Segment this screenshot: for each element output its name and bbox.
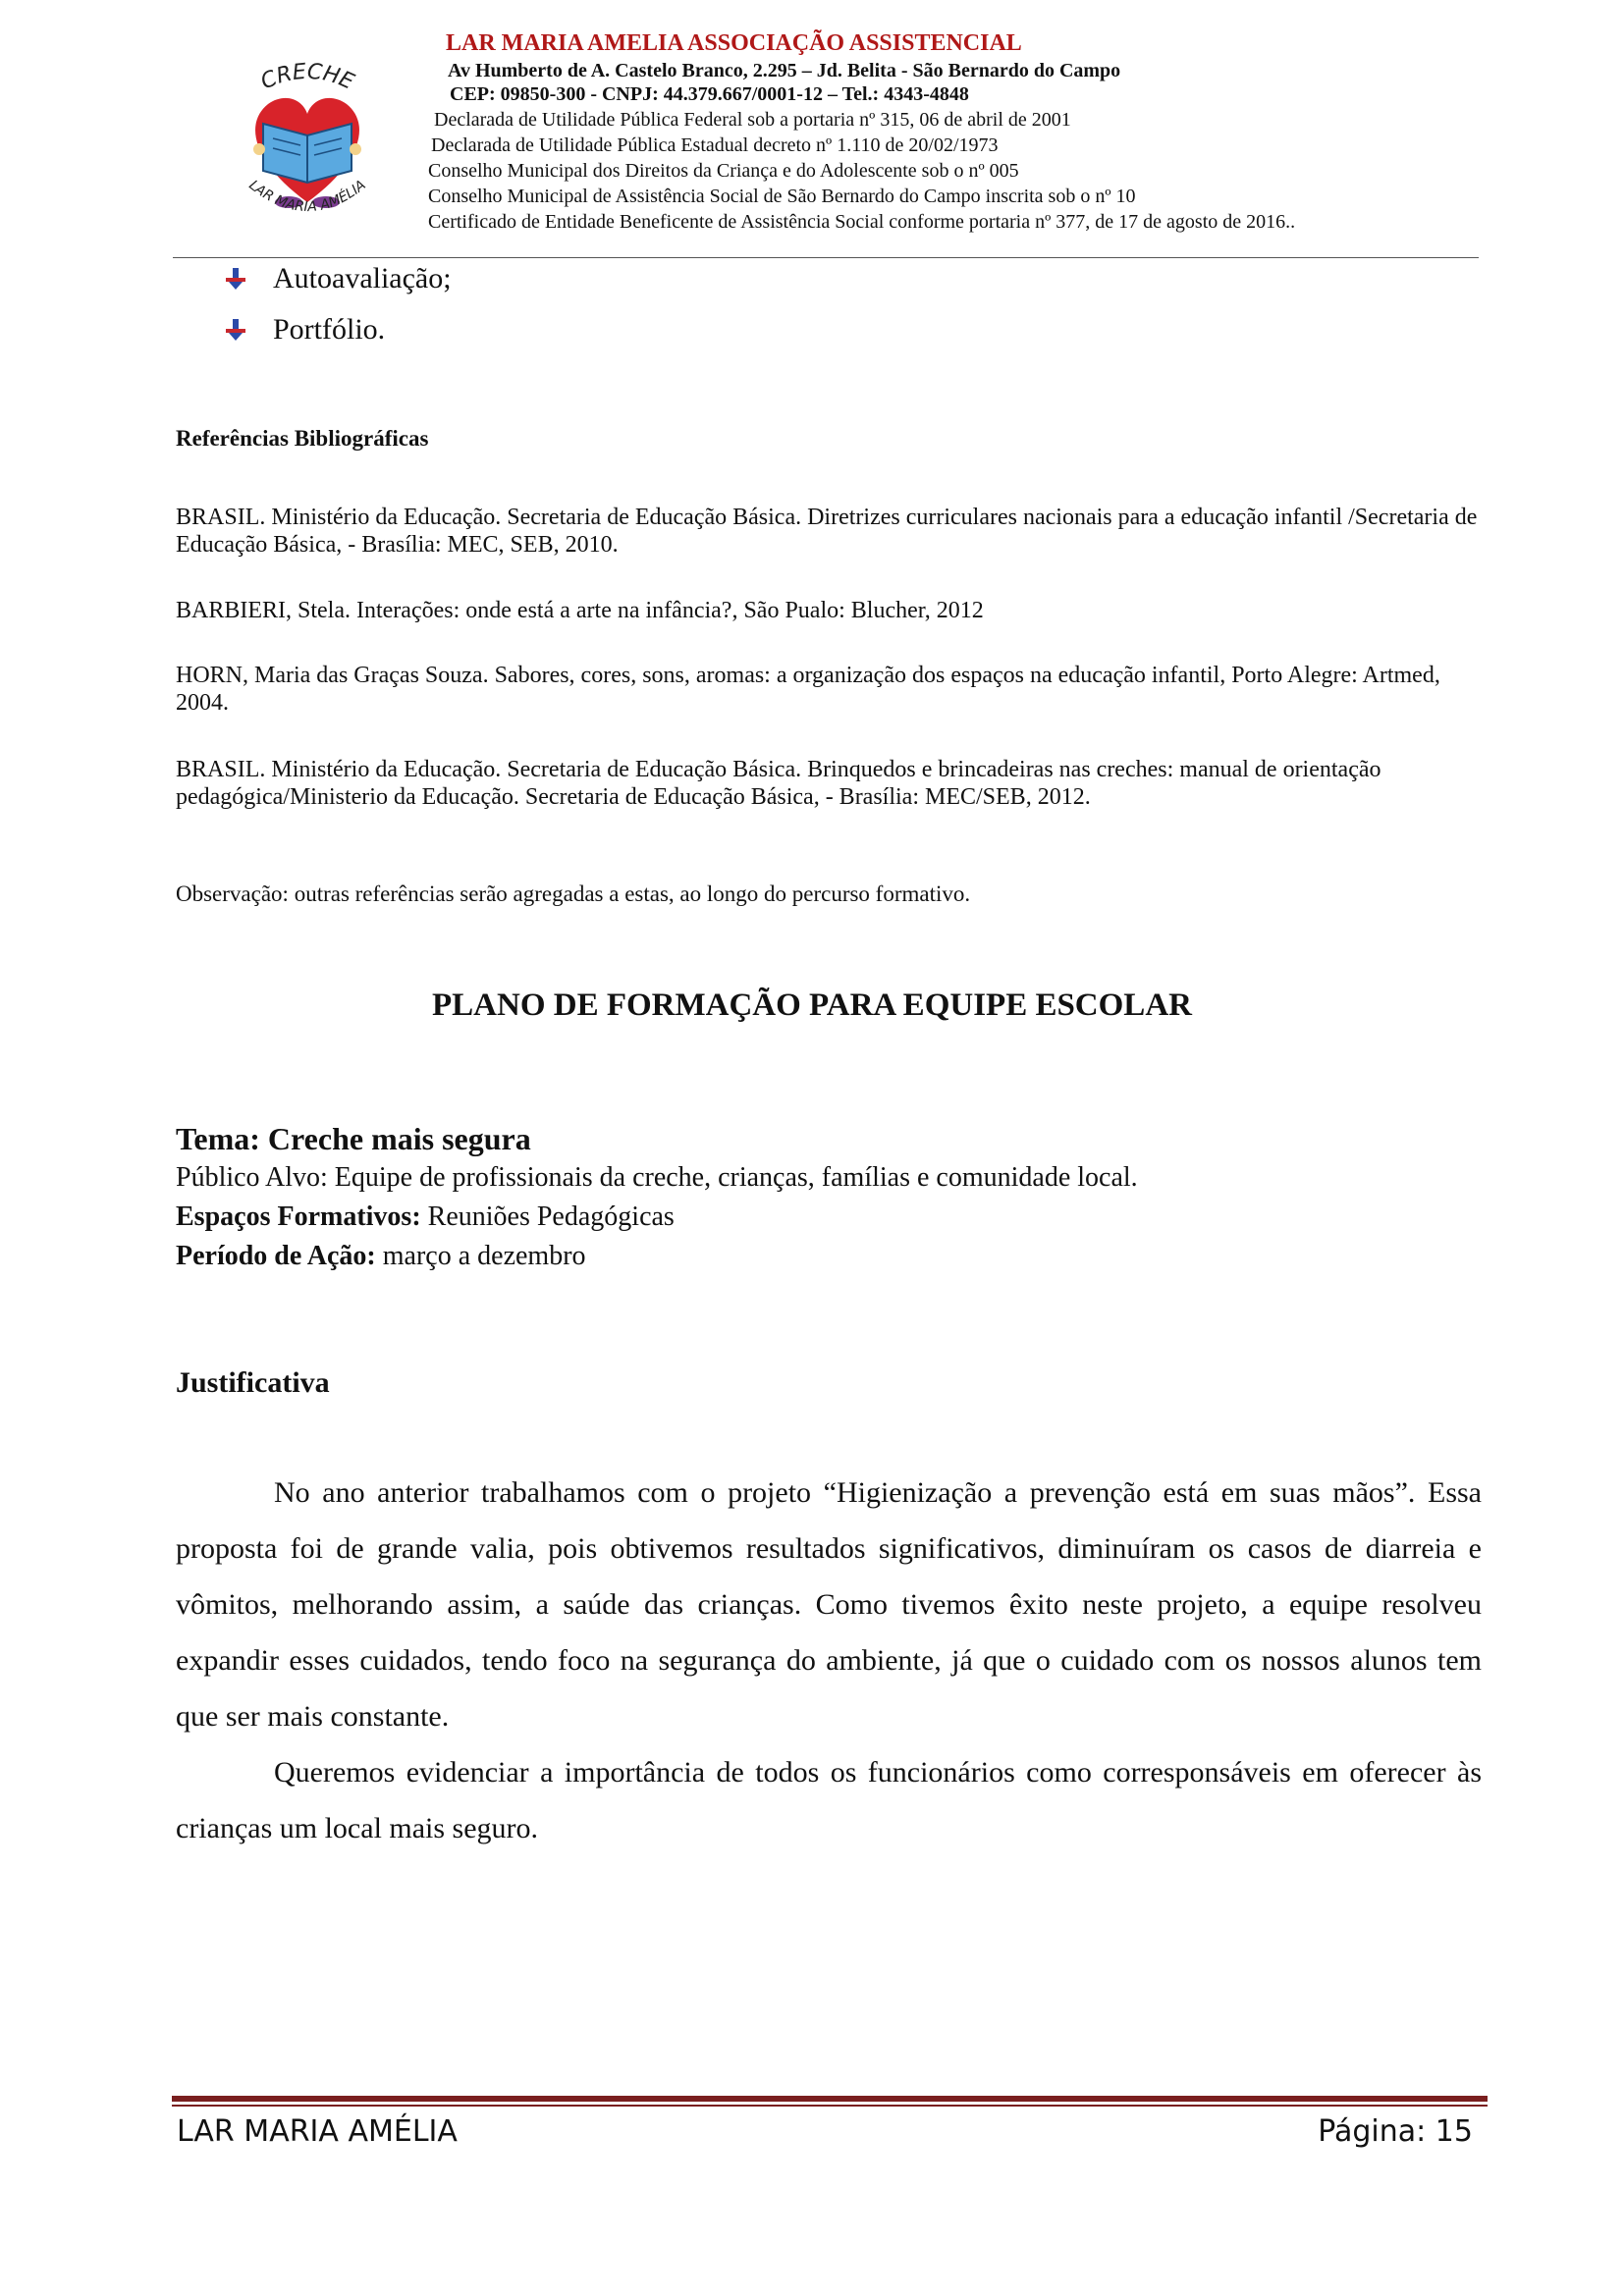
reference-item: BRASIL. Ministério da Educação. Secretaria de Educação Básica. Brinquedos e brincadeiras nas creches: manual de orientação pedagógica/Ministerio da Educação. Secretaria de Educação Básica, - Brasília: MEC/SEB, 2012. [176,757,1381,810]
justification-paragraph: Queremos evidenciar a importância de todos os funcionários como corresponsáveis em oferecer às crianças um local mais seguro. [176,1756,1482,1844]
plan-spaces-value: Reuniões Pedagógicas [420,1201,675,1232]
org-contact: CEP: 09850-300 - CNPJ: 44.379.667/0001-12 – Tel.: 4343-4848 [450,83,969,105]
footer-divider [172,2096,1488,2102]
plan-period-label: Período de Ação: [176,1241,376,1271]
plan-theme: Tema: Creche mais segura [176,1121,531,1156]
header-line: Declarada de Utilidade Pública Federal sob a portaria nº 315, 06 de abril de 2001 [434,109,1071,131]
logo-top-text: CRECHE [257,59,358,95]
plan-audience: Público Alvo: Equipe de profissionais da creche, crianças, famílias e comunidade local. [176,1162,1138,1193]
references-heading: Referências Bibliográficas [176,426,429,451]
reference-item: BARBIERI, Stela. Interações: onde está a arte na infância?, São Pualo: Blucher, 2012 [176,598,984,623]
footer-divider-thin [172,2105,1488,2107]
org-address: Av Humberto de A. Castelo Branco, 2.295 – Jd. Belita - São Bernardo do Campo [448,60,1121,81]
bullet-text: Autoavaliação; [273,262,452,294]
plan-period-value: março a dezembro [375,1241,586,1271]
header-line: Conselho Municipal de Assistência Social de São Bernardo do Campo inscrita sob o nº 10 [428,186,1136,207]
arrow-down-bullet-icon [224,318,247,342]
creche-logo [224,55,391,222]
reference-item: BRASIL. Ministério da Educação. Secretaria de Educação Básica. Diretrizes curriculares nacionais para a educação infantil /Secretaria de Educação Básica, - Brasília: MEC, SEB, 2010. [176,505,1478,558]
plan-period [176,1237,1482,1276]
justification-heading: Justificativa [176,1366,330,1399]
footer-org: LAR MARIA AMÉLIA [177,2114,458,2149]
header-line: Declarada de Utilidade Pública Estadual decreto nº 1.110 de 20/02/1973 [431,134,999,156]
justification-paragraph: No ano anterior trabalhamos com o projeto “Higienização a prevenção está em suas mãos”. Essa proposta foi de grande valia, pois obtivemos resultados significativos, diminuíram os casos de diarreia e vômitos, melhorando assim, a saúde das crianças. Como tivemos êxito neste projeto, a equipe resolveu expandir esses cuidados, tendo foco na segurança do ambiente, já que o cuidado com os nossos alunos tem que ser mais constante. [176,1476,1482,1733]
logo-bottom-text: LAR MARIA AMÉLIA [245,177,369,216]
page-number: Página: 15 [1318,2114,1473,2149]
arrow-down-bullet-icon [224,267,247,291]
plan-spaces [176,1198,1482,1237]
header-divider [173,257,1479,258]
svg-text:CRECHE [257,60,357,95]
bullet-text: Portfólio. [273,313,386,346]
org-name: LAR MARIA AMELIA ASSOCIAÇÃO ASSISTENCIAL [446,30,1022,56]
references-note: Observação: outras referências serão agregadas a estas, ao longo do percurso formativo. [176,881,971,906]
reference-item: HORN, Maria das Graças Souza. Sabores, cores, sons, aromas: a organização dos espaços na educação infantil, Porto Alegre: Artmed, 2004. [176,663,1440,716]
header-line: Conselho Municipal dos Direitos da Criança e do Adolescente sob o nº 005 [428,160,1019,182]
plan-spaces-label: Espaços Formativos: [176,1201,421,1232]
plan-title: PLANO DE FORMAÇÃO PARA EQUIPE ESCOLAR [431,988,1192,1023]
header-line: Certificado de Entidade Beneficente de Assistência Social conforme portaria nº 377, de 17 de agosto de 2016.. [428,211,1296,233]
